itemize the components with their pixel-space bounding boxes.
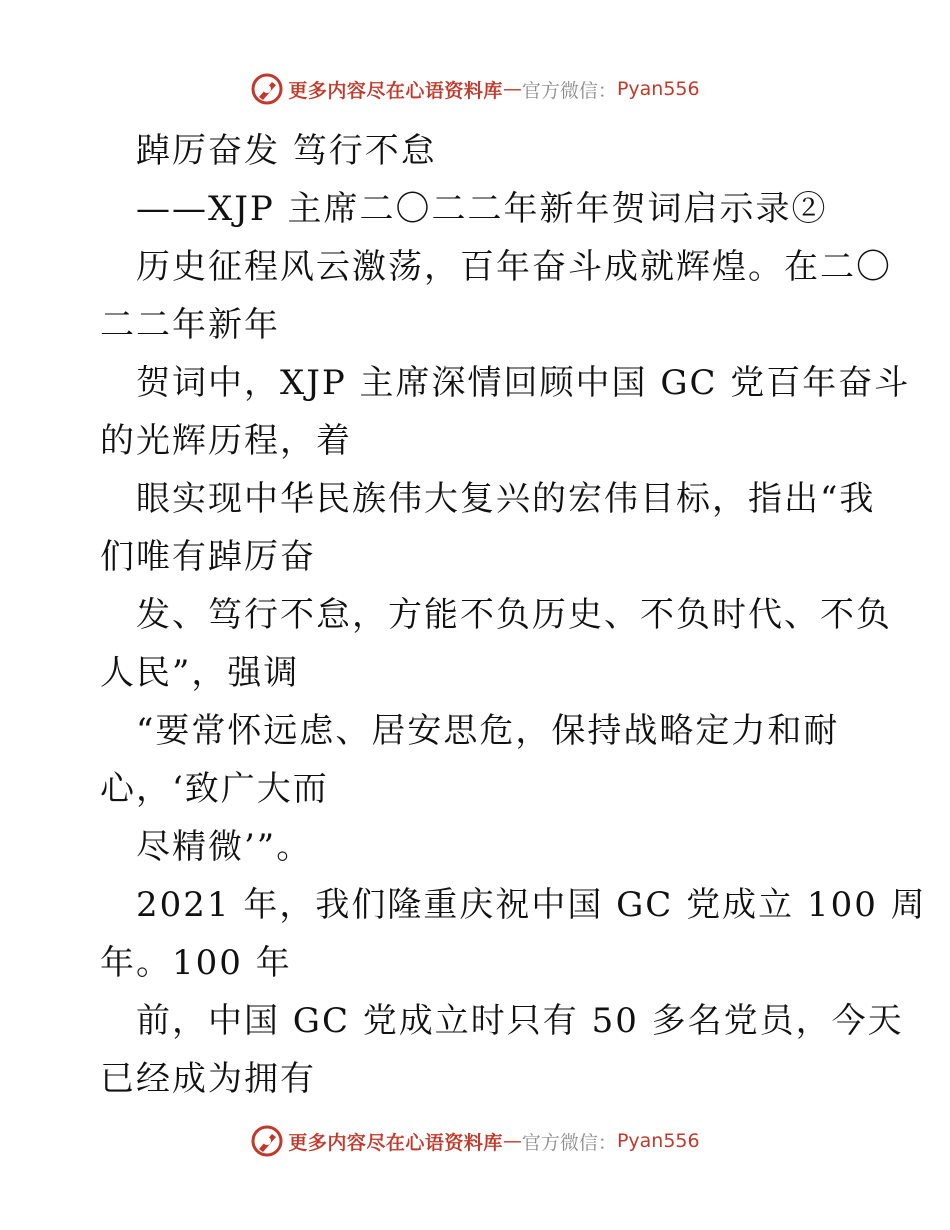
watermark-account-label: 官方微信： <box>521 79 617 102</box>
watermark-text: 更多内容尽在心语资料库 <box>288 1131 503 1154</box>
document-body <box>100 122 927 1108</box>
watermark-account-label: 官方微信： <box>521 1131 617 1154</box>
doc-line: 们唯有踔厉奋 <box>100 537 316 577</box>
doc-line: ——XJP 主席二〇二二年新年贺词启示录② <box>136 189 828 229</box>
watermark-account-id: Pyan556 <box>616 78 700 100</box>
doc-line: 贺词中，XJP 主席深情回顾中国 GC 党百年奋斗 <box>136 363 911 403</box>
doc-line: 眼实现中华民族伟大复兴的宏伟目标，指出“我 <box>136 479 876 519</box>
doc-line: 尽精微’”。 <box>136 827 313 867</box>
doc-line: 已经成为拥有 <box>100 1059 316 1099</box>
pen-logo-icon <box>250 1124 284 1158</box>
pen-logo-icon <box>250 72 284 106</box>
footer-watermark <box>0 1124 950 1158</box>
doc-line: 二二年新年 <box>100 305 280 345</box>
doc-line: 年。100 年 <box>100 943 292 983</box>
doc-line: 发、笃行不怠，方能不负历史、不负时代、不负 <box>136 595 892 635</box>
doc-line: 心，‘致广大而 <box>100 769 329 809</box>
doc-line: 的光辉历程，着 <box>100 421 352 461</box>
doc-line: 踔厉奋发 笃行不怠 <box>136 131 437 171</box>
doc-line: 前，中国 GC 党成立时只有 50 多名党员，今天 <box>136 1001 904 1041</box>
doc-line: “要常怀远虑、居安思危，保持战略定力和耐 <box>136 711 840 751</box>
watermark-text: 更多内容尽在心语资料库 <box>288 79 503 102</box>
doc-line: 历史征程风云激荡，百年奋斗成就辉煌。在二〇 <box>136 247 892 287</box>
watermark-separator: — <box>502 78 522 100</box>
doc-line: 人民”，强调 <box>100 653 300 693</box>
watermark-account-id: Pyan556 <box>616 1130 700 1152</box>
watermark-separator: — <box>502 1130 522 1152</box>
doc-line: 2021 年，我们隆重庆祝中国 GC 党成立 100 周 <box>136 885 927 925</box>
header-watermark <box>0 72 950 106</box>
